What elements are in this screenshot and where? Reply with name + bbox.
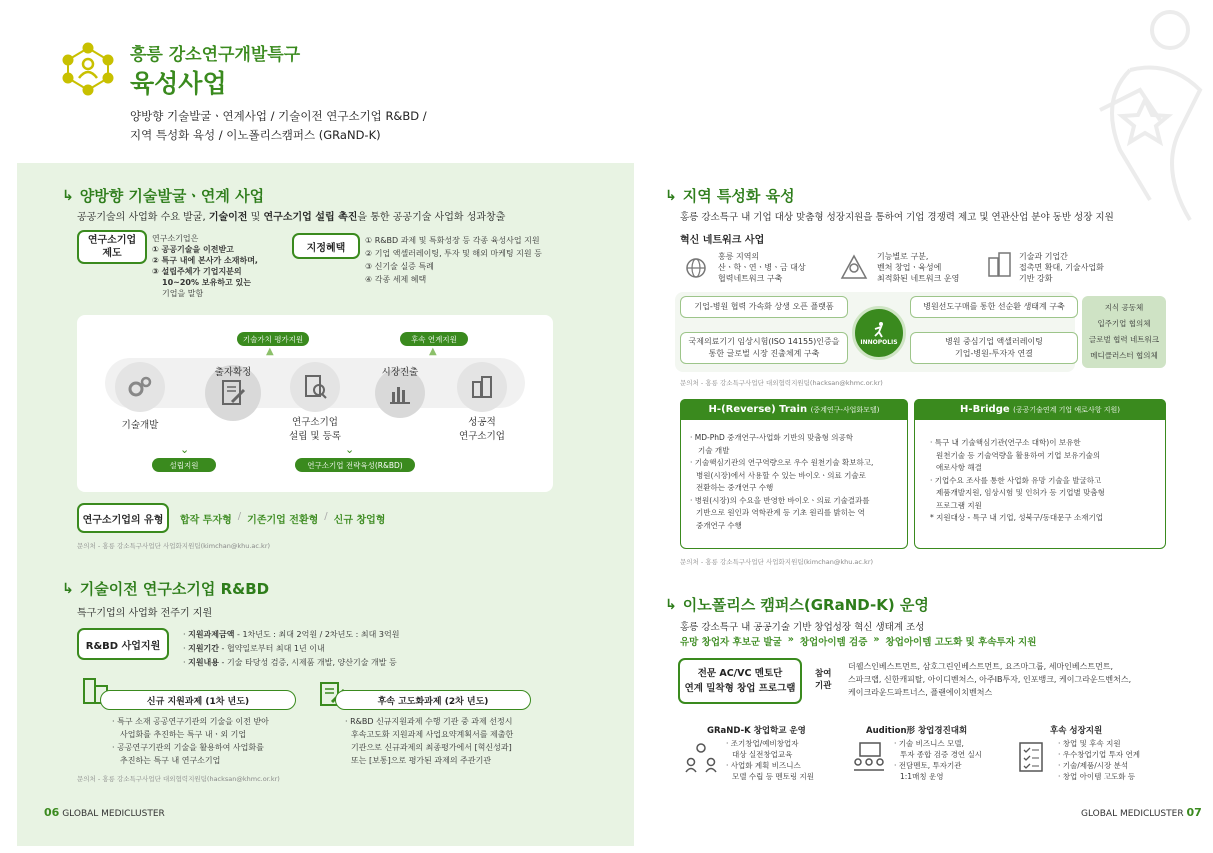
section3-heading (665, 185, 795, 206)
participants-label: 참여 기관 (815, 669, 832, 691)
community-item: 메디클러스터 협의체 (1090, 351, 1158, 360)
item-text: - 1차년도 : 최대 2억원 / 2차년도 : 최대 3억원 (234, 630, 400, 639)
ecosystem-box: 병원선도구매를 통한 선순환 생태계 구축 (910, 296, 1078, 318)
section4-title: 이노폴리스 캠퍼스(GRaND-K) 운영 (682, 596, 929, 614)
section3-contact-2: 문의처 - 홍릉 강소특구사업단 사업화지원팀(kimchan@khu.ac.kr) (680, 558, 874, 566)
type-joint: 합작 투자형 (180, 515, 232, 526)
rbd-item: · 지원기간 - 협약일로부터 최대 1년 이내 (183, 644, 325, 653)
follow-project-pill: 후속 고도화과제 (2차 년도) (335, 690, 531, 710)
designation-benefit-box: 지정혜택 (292, 233, 360, 259)
double-chevron-icon: » (787, 634, 794, 645)
step-market: 시장진출 (381, 367, 419, 378)
detail-line: · 공공연구기관의 기술을 활용하여 사업화를 (112, 743, 264, 752)
header-subtitle-2: 지역 특성화 육성 / 이노폴리스캠퍼스 (GRaND-K) (130, 128, 381, 142)
rbd-item: · 지원내용 - 기술 타당성 검증, 시제품 개발, 양산기술 개발 등 (183, 658, 397, 667)
col3-title: 후속 성장지원 (1050, 726, 1103, 736)
detail-line: 후속고도화 지원과제 사업요약계획서를 제출한 (351, 730, 514, 739)
section1-title: 양방향 기술발굴ㆍ연계 사업 (79, 187, 265, 205)
h-bridge-title: H-Bridge (960, 404, 1010, 415)
building-icon (457, 362, 507, 412)
desc-text: 및 (247, 212, 264, 223)
col3-details (1058, 738, 1140, 782)
detail-line: · R&BD 신규지원과제 수행 기관 중 과제 선정시 (345, 717, 513, 726)
def-line: 10~20% 보유하고 있는 (162, 278, 251, 287)
detail: 대상 실전창업교육 (732, 750, 793, 759)
community-item: 글로벌 협력 네트워크 (1089, 335, 1159, 344)
research-company-definition (152, 233, 258, 299)
innopolis-logo (852, 306, 906, 360)
org-line: 케이크라운드파트너스, 플랜에이치벤처스 (848, 688, 993, 697)
community-item: 지식 공동체 (1104, 303, 1144, 312)
h-train-details (690, 432, 873, 532)
h-train-subtitle: (중계연구-사업화모델) (810, 405, 880, 414)
detail-line: 제품개발지원, 임상시험 및 인허가 등 기업별 맞춤형 (936, 488, 1105, 497)
detail: · 기술/제품/시장 분석 (1058, 761, 1129, 770)
chevron-down-icon: ⌄ (345, 443, 355, 456)
h-train-title: H-(Reverse) Train (708, 404, 808, 415)
footer-label: GLOBAL MEDICLUSTER (1081, 809, 1184, 819)
detail-line: 병원(시장)에서 사용할 수 있는 바이오ㆍ의료 기술로 (696, 470, 866, 480)
detail-line: · 기업수요 조사를 통한 사업화 유망 기술을 발굴하고 (930, 475, 1102, 485)
rbd-item: · 지원과제금액 - 1차년도 : 최대 2억원 / 2차년도 : 최대 3억원 (183, 630, 400, 639)
detail-line: 사업화를 추진하는 특구 내ㆍ외 기업 (120, 730, 247, 739)
item-text: - 기술 타당성 검증, 시제품 개발, 양산기술 개발 등 (219, 658, 397, 667)
col2-title: Audition形 창업경진대회 (866, 726, 968, 736)
presentation-icon (852, 740, 886, 774)
detail-line: 기술 개발 (698, 445, 730, 455)
detail: · 기술 비즈니스 모델, (894, 739, 964, 748)
detail-line: · MD-PhD 중개연구-사업화 기반의 맞춤형 의공학 (690, 433, 853, 442)
detail-line: · 기술핵심기관의 연구역량으로 우수 원천기술 확보하고, (690, 458, 874, 467)
desc-bold: 연구소기업 설립 촉진 (263, 212, 358, 223)
line: 기반 강화 (1019, 274, 1053, 283)
section2-contact: 문의처 - 홍릉 강소특구사업단 대외협력지원팀(hacksan@khmc.or.kr) (77, 775, 280, 783)
line: 최적화된 네트워크 운영 (877, 274, 960, 283)
tag-tech-valuation: 기술가치 평가지원 (237, 332, 309, 346)
detail-line: 원천기술 등 기술역량을 활용하여 기업 보유기술의 (936, 450, 1101, 460)
rbd-details (183, 628, 399, 670)
new-project-details (112, 715, 269, 767)
section1-heading (62, 185, 264, 206)
benefit-item: ④ 각종 세제 혜택 (365, 275, 427, 284)
detail: · 사업화 계획 비즈니스 (726, 761, 801, 770)
checklist-icon (1016, 740, 1050, 774)
gears-icon (115, 362, 165, 412)
benefit-list (365, 234, 542, 286)
type-startup: 신규 창업형 (333, 515, 386, 526)
detail: 투자 종합 검증 경연 실시 (900, 750, 982, 759)
h-train-header (680, 399, 908, 420)
detail: · 우수창업기업 투자 연계 (1058, 750, 1140, 759)
detail-line: 전환하는 중개연구 수행 (696, 483, 774, 492)
research-company-system-box: 연구소기업 제도 (77, 230, 147, 264)
detail-line: 기반으로 원인과 역학관계 등 기초 원리를 밝히는 역 (696, 508, 865, 517)
accelerating-box: 병원 중심기업 액셀러레이팅 기업-병원-투자자 연결 (910, 332, 1078, 364)
h-bridge-subtitle: (공공기술연계 기업 애로사항 지원) (1013, 405, 1120, 414)
step-investment: 출자확정 (214, 367, 252, 378)
separator: / (324, 511, 328, 522)
hook-icon: ↳ (62, 580, 74, 597)
line: 기술과 기업간 (1019, 252, 1068, 261)
footer-right (1081, 806, 1202, 819)
def-line: ③ 설립주체가 기업지분의 (152, 267, 242, 276)
col1-title: GRaND-K 창업학교 운영 (707, 726, 806, 736)
innopolis-figure-icon (870, 321, 888, 339)
step-establish: 연구소기업 설립 및 등록 (289, 417, 341, 442)
def-line: ② 특구 내에 본사가 소재하며, (152, 256, 258, 265)
chevron-down-icon: ⌄ (180, 443, 190, 456)
community-item: 입주기업 협의체 (1097, 319, 1151, 328)
follow-project-details (345, 715, 513, 767)
buildings-icon (985, 250, 1015, 280)
mentor-program-box: 전문 AC/VC 멘토단 연계 밀착형 창업 프로그램 (678, 658, 802, 704)
page-number: 06 (44, 806, 60, 819)
section4-heading (665, 594, 929, 615)
detail-line: 프로그램 지원 (936, 500, 982, 510)
org-line: 더웰스인베스트먼트, 삼호그린인베스트먼트, 요즈마그룹, 세마인베스트먼트, (848, 662, 1114, 671)
hook-icon: ↳ (665, 187, 677, 204)
company-type-box: 연구소기업의 유형 (77, 503, 169, 533)
desc-bold: 기술이전 (208, 212, 248, 223)
separator: / (237, 511, 242, 522)
step-tech-dev: 기술개발 (121, 420, 159, 431)
document-search-icon (290, 362, 340, 412)
header-title-1: 흥릉 강소연구개발특구 (130, 45, 301, 65)
line: 협력네트워크 구축 (718, 274, 783, 283)
detail-line: · 병원(시장)의 수요을 반영한 바이오ㆍ의료 기술결과를 (690, 495, 870, 505)
detail-line: * 지원대상 - 특구 내 기업, 성북구/동대문구 소재기업 (930, 513, 1103, 522)
detail-line: 또는 [보통]으로 평가된 과제의 주관기관 (351, 756, 492, 765)
desc-text: 을 통한 공공기술 사업화 성과창출 (357, 212, 506, 223)
network-people-icon (60, 40, 116, 96)
header-title-2: 육성사업 (130, 69, 227, 98)
section1-contact: 문의처 - 홍릉 강소특구사업단 사업화지원팀(kimchan@khu.ac.kr) (77, 542, 271, 550)
logo-text: INNOPOLIS (860, 338, 898, 346)
decorative-figure-icon (1060, 0, 1213, 230)
hook-icon: ↳ (62, 187, 74, 204)
line: 산ㆍ학ㆍ연ㆍ병ㆍ금 대상 (718, 263, 806, 272)
item-bold: 지원과제금액 (188, 630, 235, 639)
line: 접촉면 확대, 기술사업화 (1019, 263, 1104, 272)
section2-title: 기술이전 연구소기업 R&BD (79, 580, 270, 598)
line: 벤처 창업ㆍ육성에 (877, 263, 942, 272)
flow-step: 유망 창업자 후보군 발굴 (680, 637, 782, 648)
rbd-support-box: R&BD 사업지원 (77, 628, 169, 660)
item-bold: 지원내용 (188, 658, 220, 667)
section2-heading (62, 578, 269, 599)
detail: 1:1매칭 운영 (900, 772, 944, 781)
benefit-item: ① R&BD 과제 및 특화성장 등 각종 육성사업 지원 (365, 236, 540, 245)
network-globe-icon (680, 252, 712, 284)
startup-flow (680, 634, 1036, 648)
new-project-pill: 신규 지원과제 (1차 년도) (100, 690, 296, 710)
tag-rbd: 연구소기업 전략육성(R&BD) (295, 458, 415, 472)
section3-contact: 문의처 - 홍릉 강소특구사업단 대외협력지원팀(hacksan@khmc.or.kr) (680, 379, 883, 387)
detail-line: 추진하는 특구 내 연구소기업 (120, 756, 221, 765)
type-conversion: 기존기업 전환형 (247, 515, 319, 526)
benefit-item: ② 기업 액셀러레이팅, 투자 및 해외 마케팅 지원 등 (365, 249, 542, 258)
line: 기능별로 구분, (877, 252, 929, 261)
tag-establish-support: 설립지원 (152, 458, 216, 472)
flow-step: 창업아이템 고도화 및 후속투자 지원 (885, 637, 1037, 648)
network-desc-2 (877, 251, 959, 284)
detail: 모델 수립 등 멘토링 지원 (732, 772, 814, 781)
page-number: 07 (1186, 806, 1202, 819)
arrow-up-icon: ▲ (429, 346, 437, 357)
col2-details (894, 738, 982, 782)
mentoring-people-icon (684, 740, 718, 774)
org-line: 스파크랩, 신한캐피탈, 아이디벤처스, 아주IB투자, 인포뱅크, 케이그라운드벤처스, (848, 675, 1132, 684)
network-people-icon (838, 252, 870, 284)
step-success: 성공적 연구소기업 (459, 417, 505, 442)
detail: · 창업 아이템 고도화 등 (1058, 772, 1136, 781)
def-line: 기업을 말함 (162, 289, 204, 298)
community-list (1082, 296, 1166, 368)
def-line: 연구소기업은 (152, 234, 199, 243)
header-subtitle-1: 양방향 기술발굴ㆍ연계사업 / 기술이전 연구소기업 R&BD / (130, 109, 427, 123)
tag-follow-up: 후속 연계지원 (400, 332, 468, 346)
detail: · 전담멘토, 투자기관 (894, 761, 962, 770)
detail-line: 중개연구 수행 (696, 520, 742, 530)
hook-icon: ↳ (665, 596, 677, 613)
detail-line: · 특구 소재 공공연구기관의 기술을 이전 받아 (112, 717, 269, 726)
arrow-up-icon: ▲ (266, 346, 274, 357)
detail-line: 기관으로 신규과제의 최종평가에서 [혁신성과] (351, 743, 512, 752)
footer-left (44, 806, 165, 819)
section3-title: 지역 특성화 육성 (682, 187, 795, 205)
detail-line: · 특구 내 기술핵심기관(연구소 대학)이 보유한 (930, 438, 1081, 447)
section3-desc: 홍릉 강소특구 내 기업 대상 맞춤형 성장지원을 통하여 기업 경쟁력 제고 및 연관산업 분야 동반 성장 지원 (680, 212, 1114, 223)
double-chevron-icon: » (873, 634, 880, 645)
col1-details (726, 738, 814, 782)
detail: · 창업 및 후속 지원 (1058, 739, 1121, 748)
item-bold: 지원기간 (188, 644, 220, 653)
clinical-trial-box: 국제의료기기 임상시험(ISO 14155)인증을 통한 글로벌 시장 진출체계 구축 (680, 332, 848, 364)
def-line: ① 공공기술을 이전받고 (152, 245, 234, 254)
section2-desc: 특구기업의 사업화 전주기 지원 (77, 608, 213, 619)
line: 홍릉 지역의 (718, 252, 760, 261)
h-bridge-details (930, 437, 1105, 525)
platform-box: 기업-병원 협력 가속화 상생 오픈 플랫폼 (680, 296, 848, 318)
participant-orgs (848, 660, 1131, 699)
footer-label: GLOBAL MEDICLUSTER (62, 809, 165, 819)
detail-line: 애로사항 해결 (936, 463, 982, 472)
item-text: - 협약일로부터 최대 1년 이내 (219, 644, 325, 653)
network-desc-3 (1019, 251, 1104, 284)
detail: · 조기창업/예비창업자 (726, 739, 799, 748)
section4-desc: 홍릉 강소특구 내 공공기술 기반 창업성장 혁신 생태계 조성 (680, 622, 925, 633)
network-desc-1 (718, 251, 806, 284)
h-bridge-header (914, 399, 1166, 420)
flow-step: 창업아이템 검증 (799, 637, 868, 648)
section1-desc (77, 208, 505, 223)
desc-text: 공공기술의 사업화 수요 발굴, (77, 212, 209, 223)
company-types (180, 511, 385, 526)
network-subtitle: 혁신 네트워크 사업 (680, 235, 765, 246)
benefit-item: ③ 신기술 실증 특례 (365, 262, 434, 271)
